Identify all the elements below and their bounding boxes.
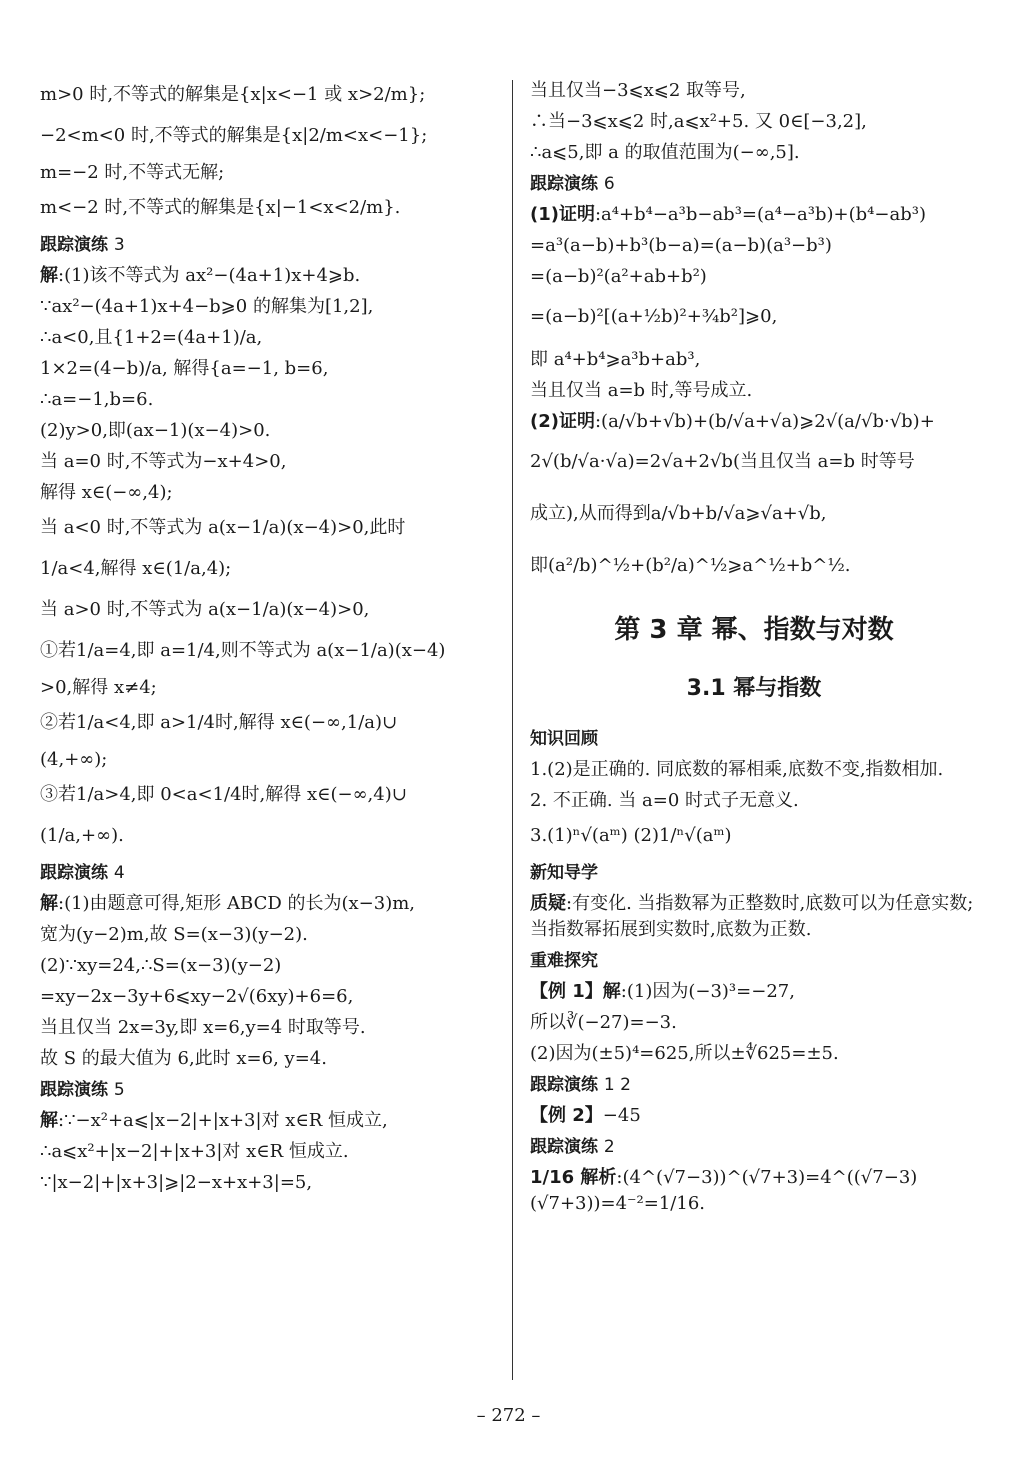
text-line: (4,+∞); [40,749,108,770]
section-heading [40,232,495,258]
heading-number: 1 2 [603,1075,631,1095]
text-line: (1/a,+∞). [40,825,124,846]
text-line: 成立),从而得到a/√b+b/√a⩾√a+√b, [530,503,827,524]
heading-number: 6 [603,174,615,194]
text-line: 3.(1)ⁿ√(aᵐ) (2)1/ⁿ√(aᵐ) [530,825,732,846]
solution-label: (1)证明 [530,204,595,225]
text-line: 解得 x∈(−∞,4); [40,482,173,503]
text-line: 1×2=(4−b)/a, 解得{a=−1, b=6, [40,358,329,379]
solution-text: :有变化. 当指数幂为正整数时,底数可以为任意实数;当指数幂拓展到实数时,底数为正数. [530,893,974,940]
text-line: ②若1/a<4,即 a>1/4时,解得 x∈(−∞,1/a)∪ [40,712,398,733]
text-line: 即 a⁴+b⁴⩾a³b+ab³, [530,349,701,370]
solution-text: :(1)因为(−3)³=−27, [620,981,795,1002]
section-title: 3.1 幂与指数 [686,676,822,701]
text-line: ∴a<0,且{1+2=(4a+1)/a, [40,327,263,348]
heading-number: 5 [113,1080,125,1100]
numbered-item: 1.(2)是正确的. 同底数的幂相乘,底数不变,指数相加. [530,759,944,780]
solution-label: 解 [40,1110,58,1131]
heading-number: 3 [113,235,125,255]
text-line: ③若1/a>4,即 0<a<1/4时,解得 x∈(−∞,4)∪ [40,784,407,805]
page-number: – 272 – [476,1405,541,1426]
text-line: (2)∵xy=24,∴S=(x−3)(y−2) [40,955,282,976]
text-line: =xy−2x−3y+6⩽xy−2√(6xy)+6=6, [40,986,354,1007]
text-line: 当且仅当 2x=3y,即 x=6,y=4 时取等号. [40,1017,366,1038]
text-line: >0,解得 x≠4; [40,677,157,698]
text-line: =a³(a−b)+b³(b−a)=(a−b)(a³−b³) [530,235,832,256]
section-heading [40,1077,495,1103]
text-line: ∴a=−1,b=6. [40,389,154,410]
text-line: 当 a>0 时,不等式为 a(x−1/a)(x−4)>0, [40,599,370,620]
solution-text: :(1)由题意可得,矩形 ABCD 的长为(x−3)m, [58,893,416,914]
heading-label: 跟踪演练 [40,235,108,255]
text-line: 当且仅当 a=b 时,等号成立. [530,380,753,401]
text-line: 2√(b/√a·√a)=2√a+2√b(当且仅当 a=b 时等号 [530,451,915,472]
text-line: 当 a=0 时,不等式为−x+4>0, [40,451,287,472]
text-line: m<−2 时,不等式的解集是{x|−1<x<2/m}. [40,197,401,218]
solution-label: 质疑 [530,893,566,914]
solution-line [40,263,495,289]
solution-label: 【例 1】解 [530,981,621,1002]
solution-text: :(4^(√7−3))^(√7+3)=4^((√7−3)(√7+3))=4⁻²=1/16. [530,1167,918,1214]
text-line: ∴当−3⩽x⩽2 时,a⩽x²+5. 又 0∈[−3,2], [530,111,867,132]
text-line: 即(a²/b)^½+(b²/a)^½⩾a^½+b^½. [530,555,851,576]
chapter-title: 第 3 章 幂、指数与对数 [614,615,894,645]
section-heading [530,1134,978,1160]
text-line: 当 a<0 时,不等式为 a(x−1/a)(x−4)>0,此时 [40,517,406,538]
solution-label: 解 [40,893,58,914]
text-line: (2)因为(±5)⁴=625,所以±∜625=±5. [530,1043,839,1064]
text-line: −2<m<0 时,不等式的解集是{x|2/m<x<−1}; [40,125,428,146]
solution-line [530,1103,978,1129]
heading-label: 重难探究 [530,951,598,971]
heading-number: 4 [113,863,125,883]
column-divider [512,80,513,1380]
text-line: =(a−b)²(a²+ab+b²) [530,266,707,287]
heading-label: 跟踪演练 [530,174,598,194]
solution-text: :a⁴+b⁴−a³b−ab³=(a⁴−a³b)+(b⁴−ab³) [594,204,926,225]
solution-line [40,1108,495,1134]
text-line: ∴a⩽5,即 a 的取值范围为(−∞,5]. [530,142,800,163]
solution-label: (2)证明 [530,411,595,432]
solution-label: 1/16 解析 [530,1167,617,1188]
text-line: (2)y>0,即(ax−1)(x−4)>0. [40,420,271,441]
text-line: ∵|x−2|+|x+3|⩾|2−x+x+3|=5, [40,1172,313,1193]
left-column [40,78,495,1201]
section-heading [530,948,978,974]
text-line: 1/a<4,解得 x∈(1/a,4); [40,558,232,579]
section-heading [530,860,978,886]
solution-text: :(a/√b+√b)+(b/√a+√a)⩾2√(a/√b·√b)+ [594,411,935,432]
text-line: ∵ax²−(4a+1)x+4−b⩾0 的解集为[1,2], [40,296,374,317]
text-line: 所以∛(−27)=−3. [530,1012,677,1033]
solution-line [530,202,978,228]
section-heading [530,726,978,752]
solution-text: :∵−x²+a⩽|x−2|+|x+3|对 x∈R 恒成立, [58,1110,388,1131]
section-heading [530,1072,978,1098]
text-line: 当且仅当−3⩽x⩽2 取等号, [530,80,746,101]
text-line: ∴a⩽x²+|x−2|+|x+3|对 x∈R 恒成立. [40,1141,349,1162]
heading-label: 跟踪演练 [530,1137,598,1157]
solution-label: 解 [40,265,58,286]
solution-text: :(1)该不等式为 ax²−(4a+1)x+4⩾b. [58,265,361,286]
solution-line [40,891,495,917]
text-line: m>0 时,不等式的解集是{x|x<−1 或 x>2/m}; [40,84,426,105]
text-line: 故 S 的最大值为 6,此时 x=6, y=4. [40,1048,327,1069]
section-heading [40,860,495,886]
solution-text: −45 [602,1105,641,1126]
right-column [530,78,978,1222]
solution-line [530,891,978,943]
heading-label: 跟踪演练 [40,1080,108,1100]
heading-label: 新知导学 [530,863,598,883]
heading-label: 知识回顾 [530,729,598,749]
solution-line [530,409,978,435]
text-line: m=−2 时,不等式无解; [40,162,225,183]
heading-number: 2 [603,1137,615,1157]
solution-line [530,979,978,1005]
solution-line [530,1165,978,1217]
text-line: 宽为(y−2)m,故 S=(x−3)(y−2). [40,924,308,945]
text-line: =(a−b)²[(a+½b)²+¾b²]⩾0, [530,306,778,327]
text-line: 2. 不正确. 当 a=0 时式子无意义. [530,790,799,811]
solution-label: 【例 2】 [530,1105,603,1126]
heading-label: 跟踪演练 [40,863,108,883]
heading-label: 跟踪演练 [530,1075,598,1095]
section-heading [530,171,978,197]
text-line: ①若1/a=4,即 a=1/4,则不等式为 a(x−1/a)(x−4) [40,640,446,661]
